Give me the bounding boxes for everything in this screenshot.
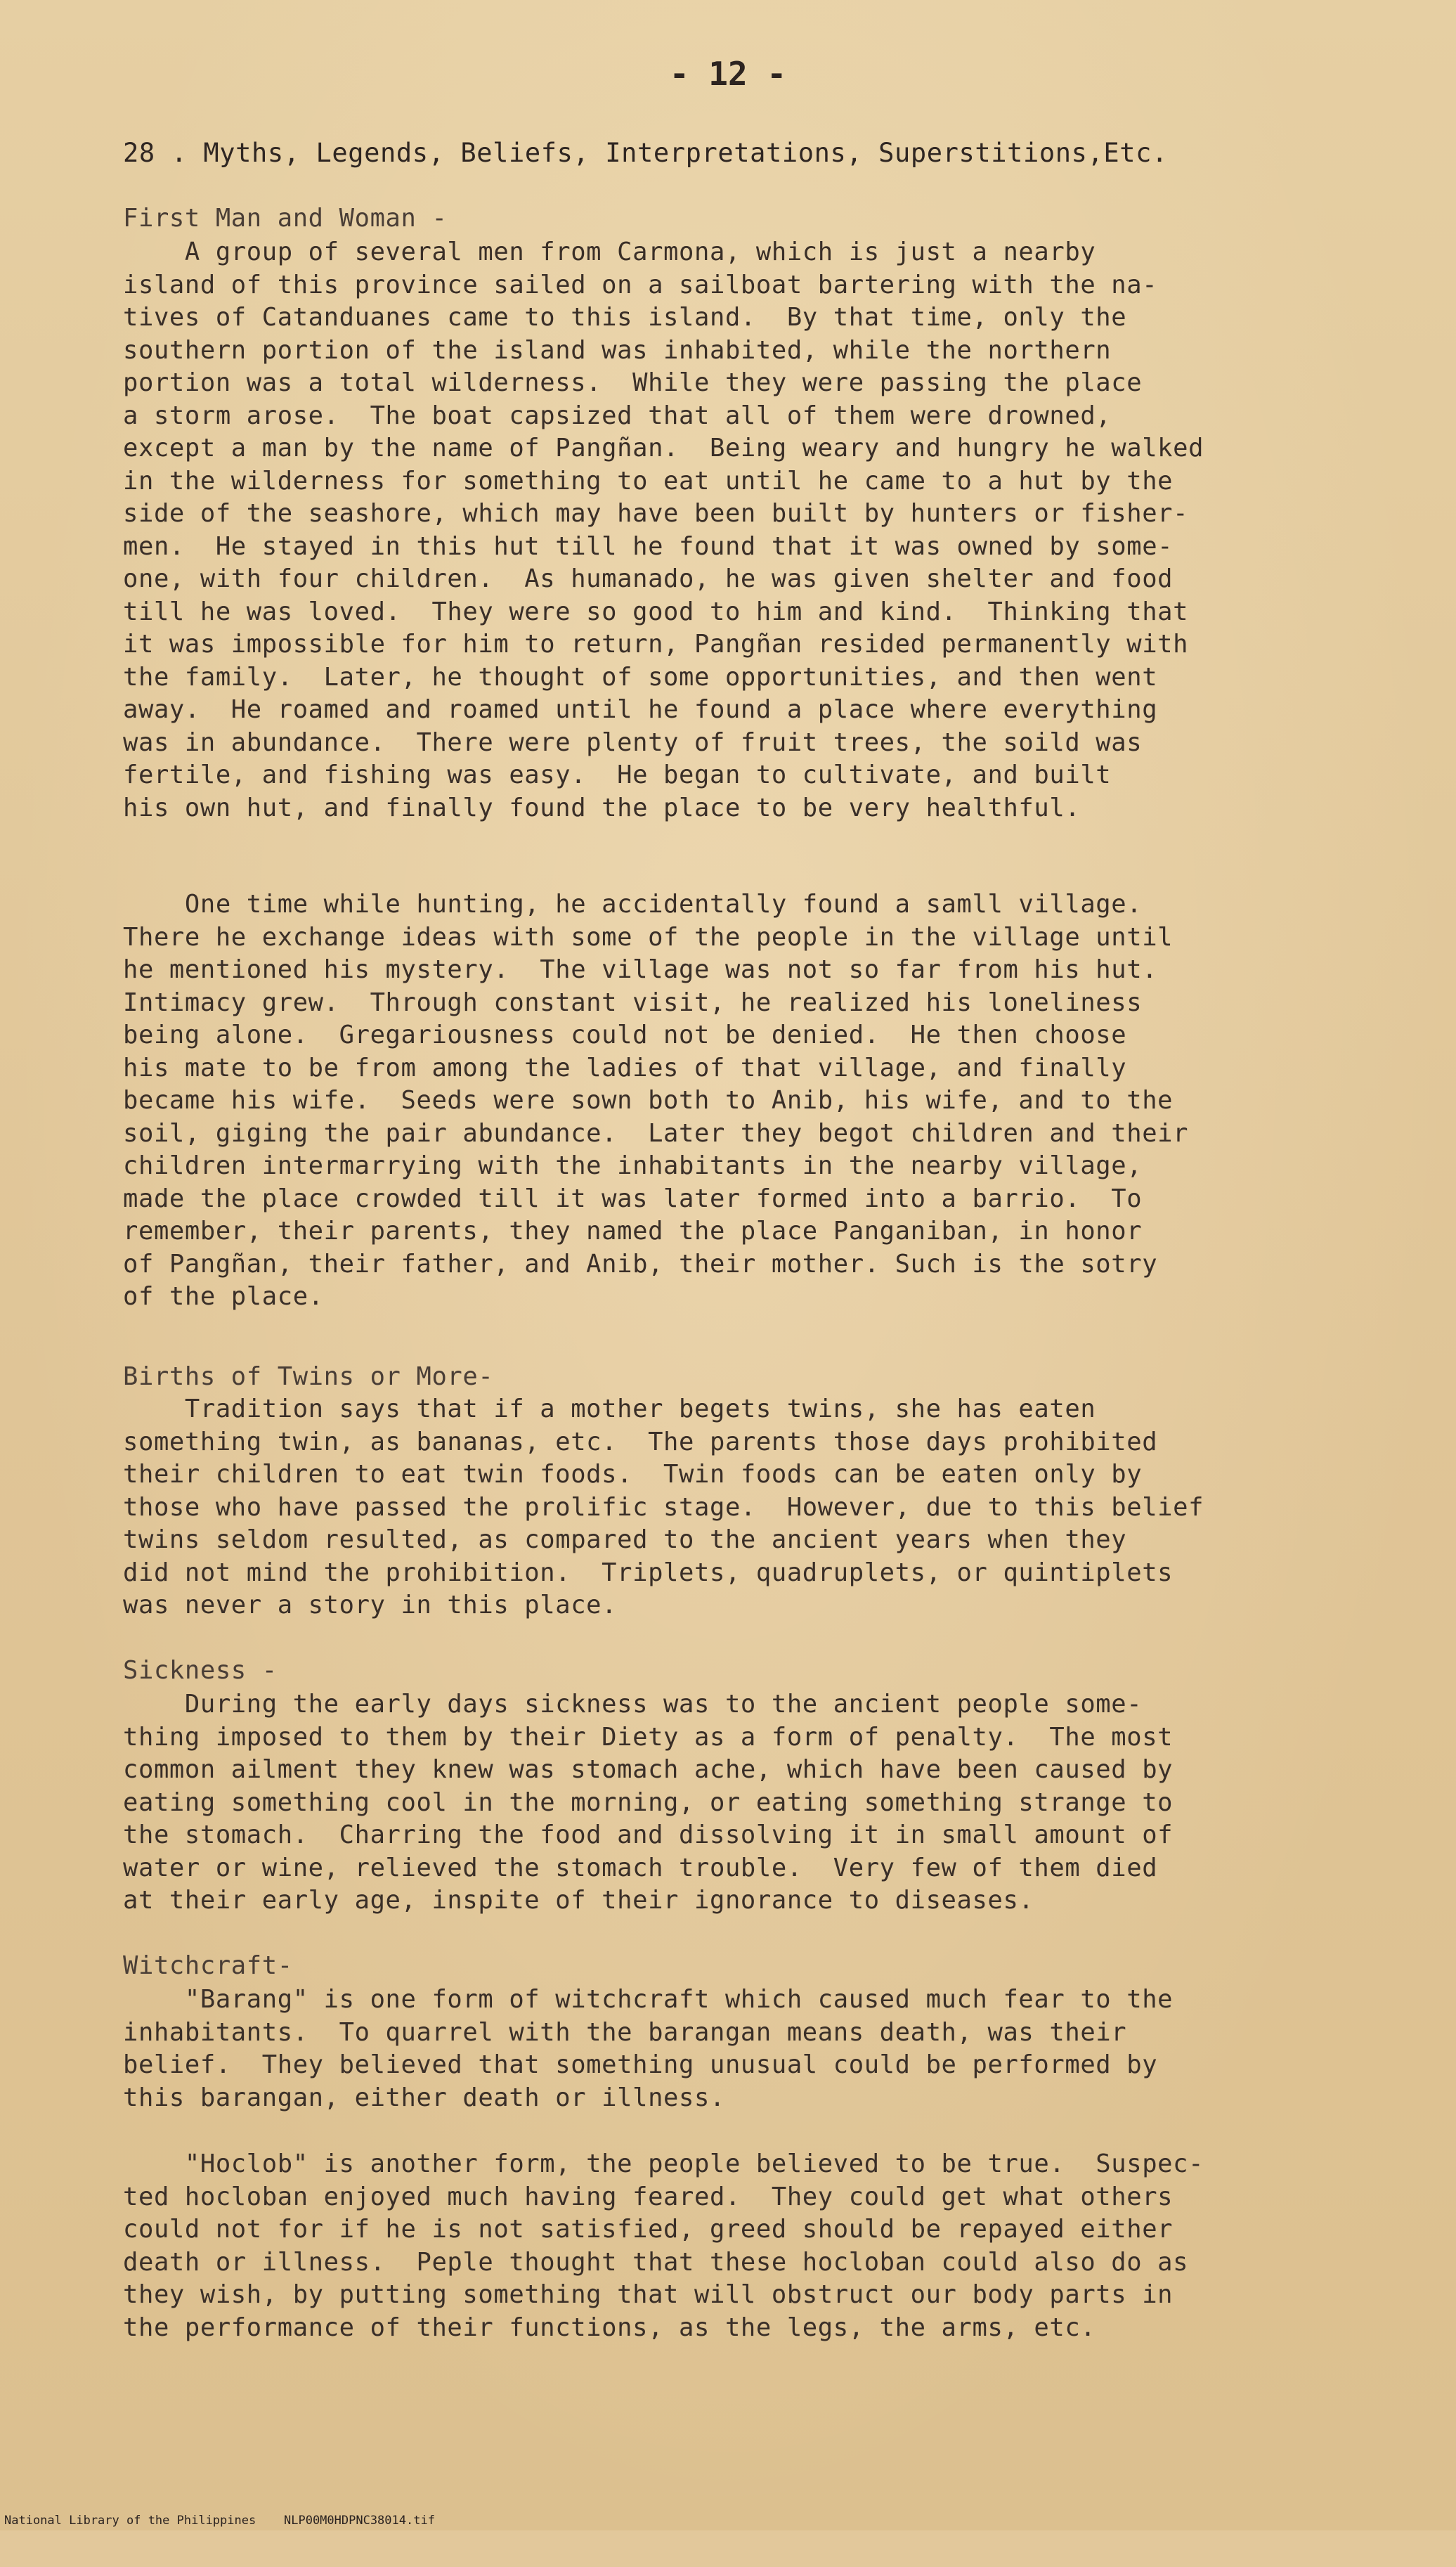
text-line: island of this province sailed on a sailboat bartering with the na-: [123, 270, 1158, 299]
heading-witchcraft: Witchcraft-: [123, 1951, 293, 1980]
text-line: something twin, as bananas, etc. The parents those days prohibited: [123, 1427, 1158, 1456]
text-line: belief. They believed that something unusual could be performed by: [123, 2050, 1158, 2079]
text-line: was in abundance. There were plenty of fruit trees, the soild was: [123, 728, 1143, 757]
text-line: this barangan, either death or illness.: [123, 2083, 725, 2112]
section-title: 28 . Myths, Legends, Beliefs, Interpretations, Superstitions,Etc.: [123, 138, 1168, 168]
text-line: being alone. Gregariousness could not be denied. He then choose: [123, 1021, 1127, 1049]
text-line: at their early age, inspite of their ignorance to diseases.: [123, 1886, 1034, 1915]
text-line: of the place.: [123, 1282, 324, 1311]
text-line: common ailment they knew was stomach ache, which have been caused by: [123, 1755, 1174, 1784]
heading-first-man-and-woman: First Man and Woman -: [123, 204, 448, 233]
text-line: children intermarrying with the inhabitants in the nearby village,: [123, 1151, 1143, 1180]
text-line: southern portion of the island was inhabited, while the northern: [123, 335, 1112, 365]
text-line: the family. Later, he thought of some opportunities, and then went: [123, 662, 1158, 692]
text-line: his mate to be from among the ladies of that village, and finally: [123, 1053, 1127, 1082]
text-line: in the wilderness for something to eat until he came to a hut by the: [123, 466, 1174, 496]
text-line: the stomach. Charring the food and dissolving it in small amount of: [123, 1821, 1174, 1849]
text-line: inhabitants. To quarrel with the barangan means death, was their: [123, 2017, 1127, 2047]
text-line: water or wine, relieved the stomach trouble. Very few of them died: [123, 1853, 1158, 1882]
text-line: the performance of their functions, as the legs, the arms, etc.: [123, 2313, 1096, 2342]
text-line: men. He stayed in this hut till he found that it was owned by some-: [123, 531, 1174, 561]
text-line: made the place crowded till it was later formed into a barrio. To: [123, 1184, 1143, 1213]
text-line: they wish, by putting something that will obstruct our body parts in: [123, 2280, 1174, 2309]
text-line: Intimacy grew. Through constant visit, he realized his loneliness: [123, 988, 1143, 1017]
text-line: except a man by the name of Pangñan. Being weary and hungry he walked: [123, 434, 1204, 463]
heading-sickness: Sickness -: [123, 1656, 278, 1685]
text-line: those who have passed the prolific stage. However, due to this belief: [123, 1492, 1204, 1522]
text-line: till he was loved. They were so good to him and kind. Thinking that: [123, 597, 1189, 626]
text-line: twins seldom resulted, as compared to the ancient years when they: [123, 1525, 1127, 1554]
paragraph-twins: [123, 1393, 1204, 1622]
text-line: a storm arose. The boat capsized that all of them were drowned,: [123, 401, 1112, 430]
text-line: soil, giging the pair abundance. Later they begot children and their: [123, 1118, 1189, 1148]
text-line: eating something cool in the morning, or eating something strange to: [123, 1787, 1174, 1817]
text-line: could not for if he is not satisfied, greed should be repayed either: [123, 2215, 1174, 2244]
paragraph-witchcraft-2: [123, 2148, 1204, 2344]
text-line: became his wife. Seeds were sown both to Anib, his wife, and to the: [123, 1086, 1174, 1115]
text-line: portion was a total wilderness. While they were passing the place: [123, 368, 1143, 397]
text-line: away. He roamed and roamed until he found a place where everything: [123, 695, 1158, 724]
footer-library-name: National Library of the Philippines: [4, 2514, 256, 2528]
text-line: did not mind the prohibition. Triplets, quadruplets, or quintiplets: [123, 1558, 1174, 1587]
text-line: was never a story in this place.: [123, 1591, 618, 1619]
text-line: thing imposed to them by their Diety as a form of penalty. The most: [123, 1722, 1174, 1752]
text-line: Tradition says that if a mother begets twins, she has eaten: [123, 1395, 1096, 1423]
text-line: There he exchange ideas with some of the people in the village until: [123, 922, 1174, 952]
text-line: he mentioned his mystery. The village was not so far from his hut.: [123, 955, 1158, 984]
text-line: One time while hunting, he accidentally found a samll village.: [123, 890, 1143, 919]
paragraph-first-man-1: [123, 236, 1204, 825]
text-line: one, with four children. As humanado, he was given shelter and food: [123, 564, 1174, 593]
text-line: it was impossible for him to return, Pangñan resided permanently with: [123, 630, 1189, 659]
text-line: During the early days sickness was to the ancient people some-: [123, 1690, 1143, 1719]
page-number: - 12 -: [669, 55, 787, 93]
paragraph-first-man-2: [123, 888, 1188, 1314]
text-line: "Hoclob" is another form, the people believed to be true. Suspec-: [123, 2149, 1204, 2178]
text-line: "Barang" is one form of witchcraft which caused much fear to the: [123, 1985, 1174, 2014]
paragraph-witchcraft-1: [123, 1984, 1173, 2114]
heading-births-of-twins: Births of Twins or More-: [123, 1362, 494, 1391]
text-line: A group of several men from Carmona, which is just a nearby: [123, 238, 1096, 266]
text-line: side of the seashore, which may have been built by hunters or fisher-: [123, 499, 1189, 528]
paragraph-sickness: [123, 1688, 1173, 1918]
text-line: ted hocloban enjoyed much having feared. They could get what others: [123, 2182, 1174, 2211]
text-line: tives of Catanduanes came to this island. By that time, only the: [123, 303, 1127, 332]
text-line: of Pangñan, their father, and Anib, their mother. Such is the sotry: [123, 1249, 1158, 1279]
footer-file-name: NLP00M0HDPNC38014.tif: [284, 2514, 435, 2528]
text-line: fertile, and fishing was easy. He began to cultivate, and built: [123, 761, 1112, 789]
text-line: his own hut, and finally found the place to be very healthful.: [123, 793, 1081, 822]
footer: [0, 2511, 1456, 2530]
text-line: death or illness. Peple thought that these hocloban could also do as: [123, 2247, 1189, 2277]
text-line: their children to eat twin foods. Twin foods can be eaten only by: [123, 1460, 1143, 1489]
text-line: remember, their parents, they named the place Panganiban, in honor: [123, 1217, 1143, 1246]
